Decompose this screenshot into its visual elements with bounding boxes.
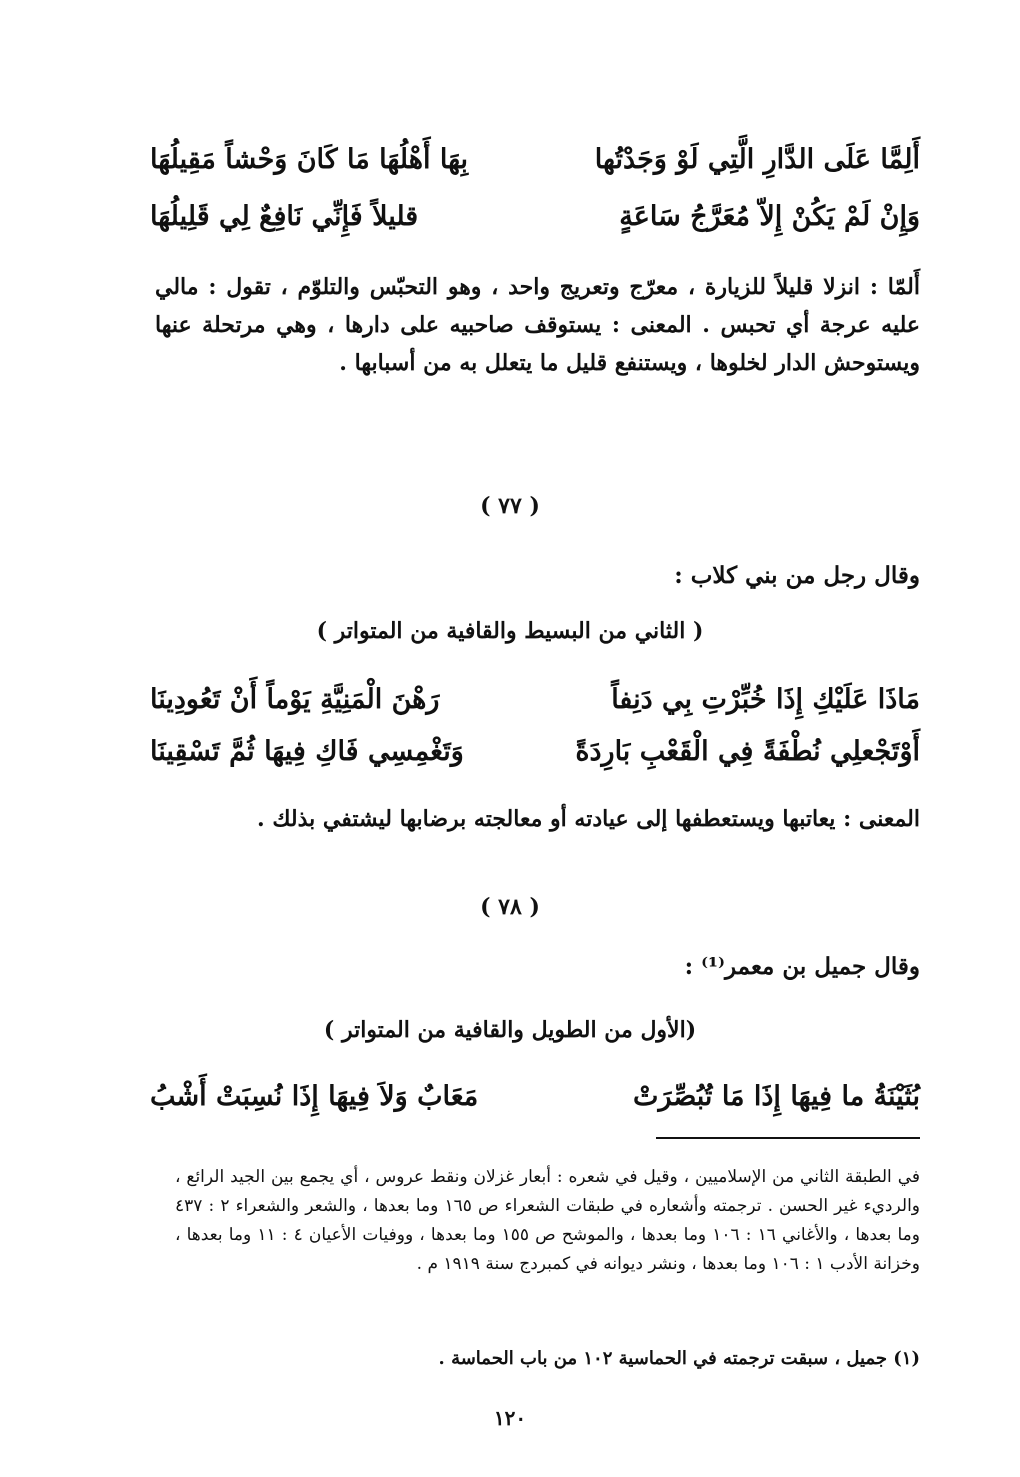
verse-line [150,1077,920,1117]
footnote-separator [656,1137,920,1139]
footnote-biography: في الطبقة الثاني من الإسلاميين ، وقيل في شعره : أبعار غزلان ونقط عروس ، أي يجمع بين الجيد الرائع ، والرديء غير الحسن . ترجمته وأشعاره في طبقات الشعراء ص ١٦٥ وما بعدها ، والشعر والشعراء ٢ : ٤٣٧ وما بعدها ، والأغاني ١٦ : ١٠٦ وما بعدها ، والموشح ص ١٥٥ وما بعدها ، ووفيات الأعيان ٤ : ١١ وما بعدها ، وخزانة الأدب ١ : ١٠٦ وما بعدها ، ونشر ديوانه في كمبردج سنة ١٩١٩ م . [175,1167,920,1274]
verse-second-hemistich: قليلاً فَإِنِّي نَافِعٌ لِي قَلِيلُهَا [150,201,419,232]
verse-first-hemistich: أَلِمَّا عَلَى الدَّارِ الَّتِي لَوْ وَجَدْتُها [594,144,920,175]
page-number: ١٢٠ [493,1406,527,1430]
poem-intro: وقال جميل بن معمر⁽¹⁾ : [684,953,920,980]
verse-second-hemistich: وَتَغْمِسِي فَاكِ فِيهَا ثُمَّ تَسْقِينَا [150,736,464,767]
meter-label: ( الثاني من البسيط والقافية من المتواتر ) [316,618,704,644]
verse-line [150,732,920,772]
footnote-1: (١) جميل ، سبقت ترجمته في الحماسية ١٠٢ من باب الحماسة . [438,1348,920,1369]
verse-first-hemistich: بُثَيْنَةُ ما فِيهَا إِذَا مَا تُبُصِّرَتْ [633,1081,920,1112]
poem-intro: وقال رجل من بني كلاب : [674,562,920,589]
commentary-paragraph: المعنى : يعاتبها ويستعطفها إلى عيادته أو معالجته برضابها ليشتفي بذلك . [257,806,920,832]
verse-second-hemistich: رَهْنَ الْمَنِيَّةِ يَوْماً أَنْ تَعُودِينَا [150,684,440,715]
verse-line [150,197,920,237]
verse-first-hemistich: أَوْتَجْعلِي نُطْفَةً فِي الْقَعْبِ بَارِدَةً [575,736,920,767]
commentary-paragraph: أَلمّا : انزلا قليلاً للزيارة ، معرّج وتعريج واحد ، وهو التحبّس والتلوّم ، تقول : مالي عليه عرجة أي تحبس . المعنى : يستوقف صاحبيه على دارها ، وهي مرتحلة عنها ويستوحش الدار لخلوها ، ويستنفع قليل ما يتعلل به من أسبابها . [155,274,920,376]
verse-second-hemistich: بِهَا أَهْلُهَا مَا كَانَ وَحْشاً مَقِيلُهَا [150,144,469,175]
poem-number: ( ٧٧ ) [480,493,540,519]
verse-second-hemistich: مَعَابٌ وَلاَ فِيهَا إِذَا نُسِبَتْ أَشْبُ [150,1081,479,1112]
verse-first-hemistich: مَاذَا عَلَيْكِ إِذَا خُبِّرْتِ بِي دَنِفاً [611,684,920,715]
meter-label: (الأول من الطويل والقافية من المتواتر ) [323,1017,697,1043]
verse-first-hemistich: وَإِنْ لَمْ يَكُنْ إِلاّ مُعَرَّجُ سَاعَةٍ [619,201,920,232]
verse-line [150,680,920,720]
poem-number: ( ٧٨ ) [480,894,540,920]
verse-line [150,140,920,180]
